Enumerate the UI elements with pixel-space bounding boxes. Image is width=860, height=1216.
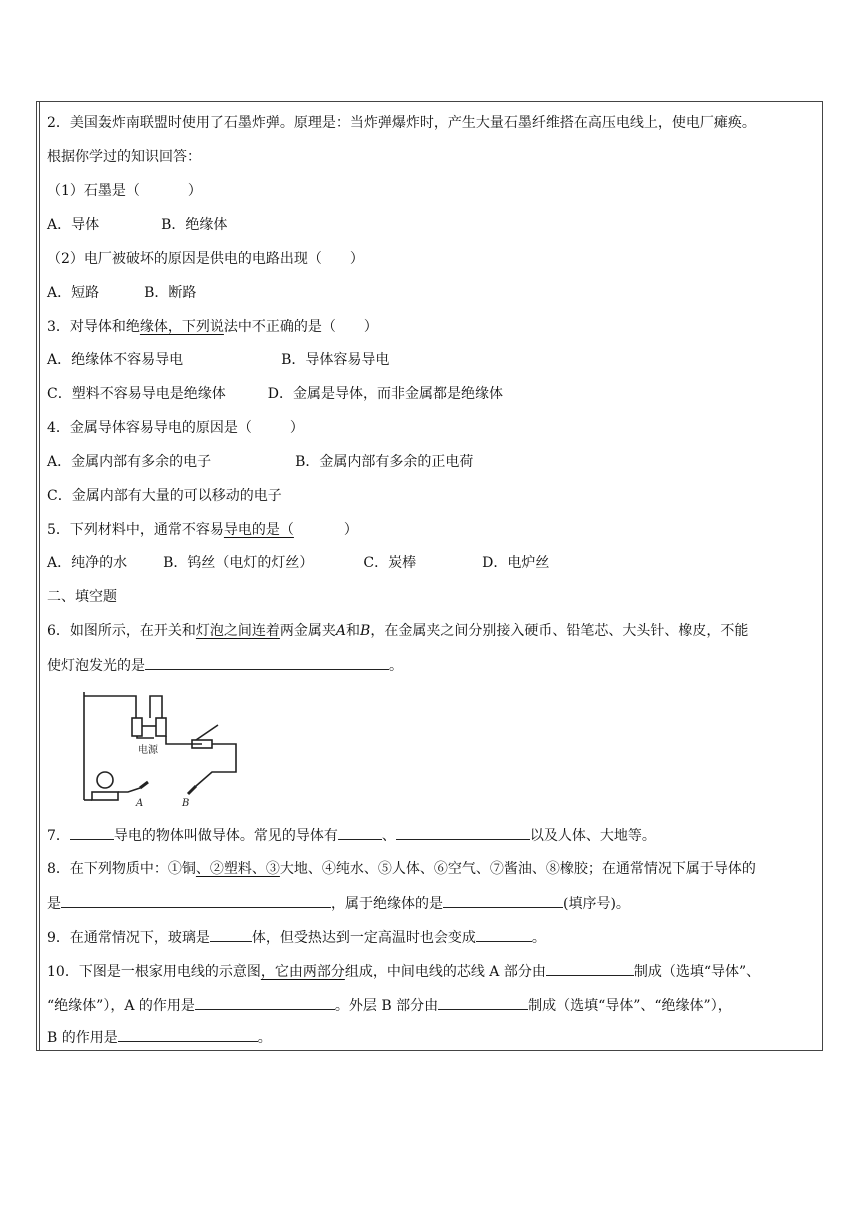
q2-sub1-options: A．导体 B．绝缘体 — [47, 217, 228, 233]
q3-options-cd: C．塑料不容易导电是绝缘体 D．金属是导体，而非金属都是绝缘体 — [47, 386, 503, 402]
q4-options-ab: A．金属内部有多余的电子 B．金属内部有多余的正电荷 — [47, 454, 474, 470]
q6-stem-line2: 使灯泡发光的是 。 — [47, 655, 403, 676]
clip-a-label: A — [136, 798, 144, 806]
power-source-label: 电源 — [138, 745, 158, 756]
q7-blank-2[interactable] — [338, 825, 382, 840]
q2-sub1: （1）石墨是（ ） — [47, 183, 202, 199]
q10-line1: 10．下图是一根家用电线的示意图，它由两部分组成，中间电线的芯线 A 部分由 制成（选填“导体”、 — [47, 961, 760, 982]
q10-core-function-blank[interactable] — [195, 995, 335, 1010]
section-heading-fill-in: 二、填空题 — [47, 589, 117, 605]
q10-core-material-blank[interactable] — [546, 961, 634, 976]
q8-stem-line1: 8．在下列物质中：①铜、②塑料、③大地、④纯水、⑤人体、⑥空气、⑦酱油、⑧橡胶；在通常情况下属于导体的 — [47, 861, 756, 877]
q9-blank-2[interactable] — [476, 927, 532, 942]
circuit-diagram — [70, 688, 245, 806]
q6-answer-blank[interactable] — [145, 655, 389, 670]
q10-line3: B 的作用是 。 — [47, 1027, 272, 1048]
q8-insulators-blank[interactable] — [443, 893, 563, 908]
q8-conductors-blank[interactable] — [61, 893, 331, 908]
q9-line: 9．在通常情况下，玻璃是 体，但受热达到一定高温时也会变成 。 — [47, 927, 546, 948]
q10-outer-function-blank[interactable] — [118, 1027, 258, 1042]
q8-stem-line2: 是 ，属于绝缘体的是 (填序号)。 — [47, 893, 630, 914]
q5-stem: 5．下列材料中，通常不容易导电的是（ ） — [47, 522, 358, 538]
q10-line2: “绝缘体”），A 的作用是 。外层 B 部分由 制成（选填“导体”、“绝缘体”）， — [47, 995, 732, 1016]
q10-outer-material-blank[interactable] — [438, 995, 528, 1010]
q7-line: 7． 导电的物体叫做导体。常见的导体有 、 以及人体、大地等。 — [47, 825, 656, 846]
q9-blank-1[interactable] — [210, 927, 252, 942]
q3-options-ab: A．绝缘体不容易导电 B．导体容易导电 — [47, 352, 390, 368]
q2-sub2: （2）电厂被破坏的原因是供电的电路出现（ ） — [47, 251, 364, 267]
clip-b-label: B — [182, 798, 190, 806]
q6-stem-line1: 6．如图所示，在开关和灯泡之间连着两金属夹A和B，在金属夹之间分别接入硬币、铅笔芯、大头针、橡皮，不能 — [47, 623, 749, 639]
q4-option-c: C．金属内部有大量的可以移动的电子 — [47, 488, 282, 504]
q3-stem: 3．对导体和绝缘体，下列说法中不正确的是（ ） — [47, 319, 378, 335]
q4-stem: 4．金属导体容易导电的原因是（ ） — [47, 420, 304, 436]
box-inner-border — [39, 101, 40, 1051]
q7-blank-1[interactable] — [70, 825, 114, 840]
q2-stem-line1: 2．美国轰炸南联盟时使用了石墨炸弹。原理是：当炸弹爆炸时，产生大量石墨纤维搭在高压电线上，使电厂瘫痪。 — [47, 115, 756, 131]
q2-stem-line2: 根据你学过的知识回答： — [47, 149, 201, 165]
q7-blank-3[interactable] — [396, 825, 530, 840]
q2-sub2-options: A．短路 B．断路 — [47, 285, 197, 301]
q5-options: A．纯净的水 B．钨丝（电灯的灯丝） C．炭棒 D．电炉丝 — [47, 555, 550, 571]
